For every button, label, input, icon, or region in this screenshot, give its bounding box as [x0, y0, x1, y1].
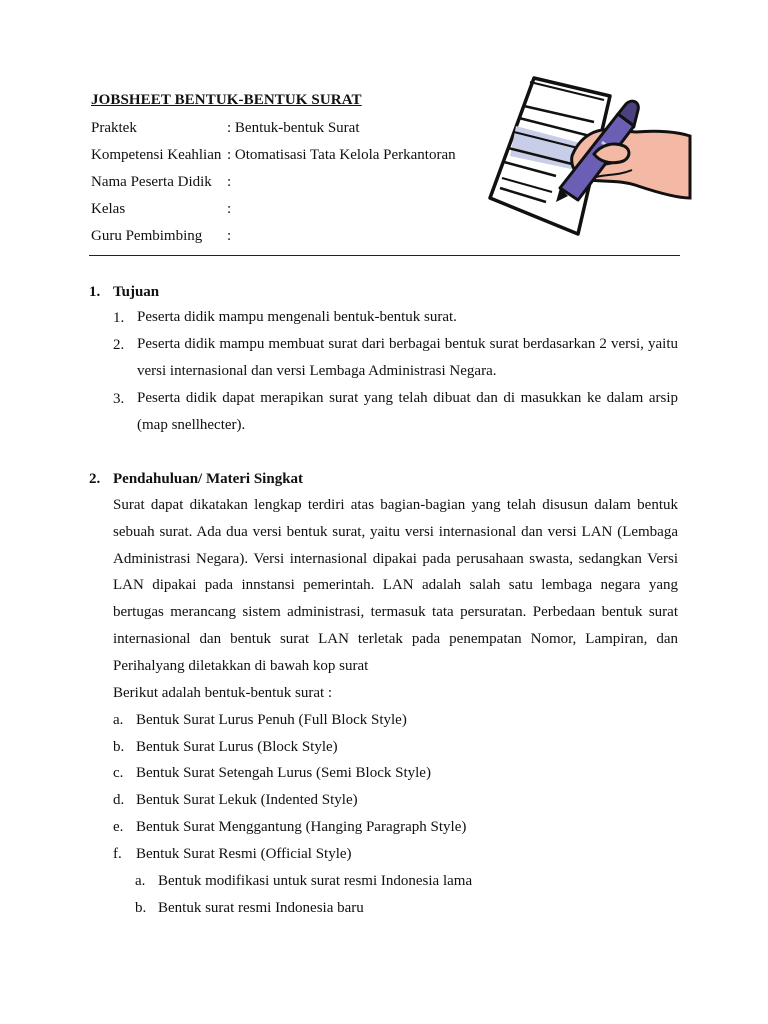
list-item: [113, 819, 466, 836]
header-divider: [89, 255, 680, 256]
list-text: Bentuk Surat Lekuk (Indented Style): [136, 792, 358, 808]
header-label: Kelas: [91, 201, 126, 217]
list-text: Bentuk Surat Lurus (Block Style): [136, 739, 338, 755]
list-item: [113, 712, 407, 729]
section-title: Pendahuluan/ Materi Singkat: [113, 471, 304, 487]
pendahuluan-paragraph: Surat dapat dikatakan lengkap terdiri atas bagian-bagian yang telah disusun dalam bentuk sebuah surat. Ada dua versi bentuk surat, yaitu versi internasional dan versi LAN (Lembaga Administrasi Negara). Versi internasional dipakai pada perusahaan swasta, sedangkan Versi LAN dipakai pada innstansi pemerintah. LAN adalah salah satu lembaga negara yang bertugas merancang sistem administrasi, termasuk tata persuratan. Perbedaan bentuk surat internasional dan bentuk surat LAN terletak pada penempatan Nomor, Lampiran, dan Perihalyang diletakkan di bawah kop surat: [113, 497, 678, 674]
header-value: : Bentuk-bentuk Surat: [227, 120, 360, 136]
header-value: :: [227, 201, 232, 217]
sublist-item: [135, 873, 472, 890]
sublist-item: [135, 900, 364, 917]
hand-writing-icon: [486, 70, 696, 240]
header-label: Guru Pembimbing: [91, 228, 203, 244]
list-text: Bentuk Surat Lurus Penuh (Full Block Style): [136, 712, 407, 728]
list-letter: d.: [113, 792, 125, 808]
header-row-guru: [91, 228, 231, 245]
header-label: Kompetensi Keahlian: [91, 147, 222, 163]
item-text: Peserta didik mampu mengenali bentuk-bentuk surat.: [137, 309, 457, 325]
list-item: [113, 739, 338, 756]
sublist-text: Bentuk surat resmi Indonesia baru: [158, 900, 364, 916]
list-item: [113, 792, 358, 809]
header-row-kompetensi: [91, 147, 456, 164]
list-letter: f.: [113, 846, 122, 862]
list-intro: Berikut adalah bentuk-bentuk surat :: [113, 685, 333, 701]
item-number: 3.: [113, 391, 125, 407]
section-title: Tujuan: [113, 284, 160, 300]
item-text: Peserta didik mampu membuat surat dari berbagai bentuk surat berdasarkan 2 versi, yaitu versi internasional dan versi Lembaga Administrasi Negara.: [137, 336, 678, 379]
header-label: Nama Peserta Didik: [91, 174, 212, 190]
sublist-letter: b.: [135, 900, 147, 916]
list-text: Bentuk Surat Menggantung (Hanging Paragraph Style): [136, 819, 467, 835]
header-row-nama: [91, 174, 231, 191]
list-item: [113, 846, 352, 863]
list-letter: b.: [113, 739, 125, 755]
item-text: Peserta didik dapat merapikan surat yang telah dibuat dan di masukkan ke dalam arsip (map snellhecter).: [137, 390, 678, 433]
list-letter: a.: [113, 712, 124, 728]
tujuan-item-2: [113, 331, 678, 385]
tujuan-item-1: [113, 304, 678, 331]
header-value: : Otomatisasi Tata Kelola Perkantoran: [227, 147, 456, 163]
section-pendahuluan-heading: [89, 471, 303, 488]
list-item: [113, 765, 431, 782]
section-tujuan-heading: [89, 284, 159, 301]
item-number: 2.: [113, 337, 125, 353]
list-text: Bentuk Surat Setengah Lurus (Semi Block Style): [136, 765, 431, 781]
header-row-kelas: [91, 201, 231, 218]
list-letter: c.: [113, 765, 124, 781]
section-number: 2.: [89, 471, 101, 487]
sublist-letter: a.: [135, 873, 146, 889]
section-number: 1.: [89, 284, 101, 300]
document-title: JOBSHEET BENTUK-BENTUK SURAT: [91, 92, 362, 108]
sublist-text: Bentuk modifikasi untuk surat resmi Indonesia lama: [158, 873, 473, 889]
list-letter: e.: [113, 819, 124, 835]
item-number: 1.: [113, 310, 125, 326]
header-value: :: [227, 228, 232, 244]
list-text: Bentuk Surat Resmi (Official Style): [136, 846, 352, 862]
header-label: Praktek: [91, 120, 137, 136]
header-row-praktek: [91, 120, 359, 137]
header-value: :: [227, 174, 232, 190]
tujuan-item-3: [113, 385, 678, 439]
